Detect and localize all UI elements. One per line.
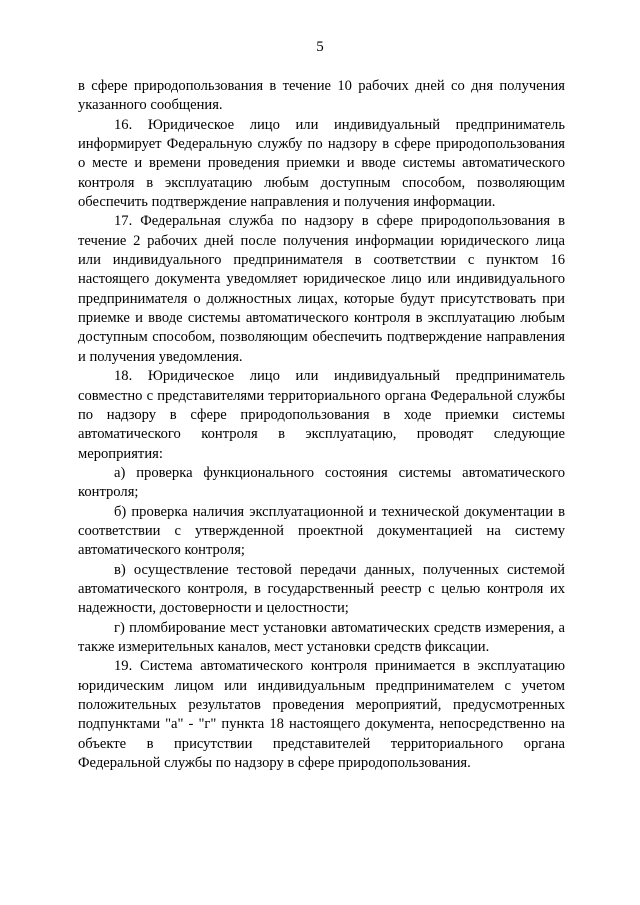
paragraph-19: 19. Система автоматического контроля принимается в эксплуатацию юридическим лицом или индивидуальным предпринимателем с учетом положительных результатов проведения мероприятий, предусмотренных подпунктами "а" - "г" пункта 18 настоящего документа, непосредственно на объекте в присутствии представителей территориального органа Федеральной службы по надзору в сфере природопользования.: [78, 658, 565, 772]
paragraph-18-item-a: а) проверка функционального состояния системы автоматического контроля;: [78, 464, 565, 501]
paragraph-17: 17. Федеральная служба по надзору в сфере природопользования в течение 2 рабочих дней после получения информации юридического лица или индивидуального предпринимателя в соответствии с пунктом 16 настоящего документа уведомляет юридическое лицо или индивидуального предпринимателя о должностных лицах, которые будут присутствовать при приемке и вводе системы автоматического контроля в эксплуатацию любым доступным способом, позволяющим обеспечить подтверждение направления и получения уведомления.: [78, 213, 565, 365]
paragraph-18-item-b: б) проверка наличия эксплуатационной и технической документации в соответствии с утвержденной проектной документацией на систему автоматического контроля;: [78, 503, 565, 559]
document-body: [78, 77, 565, 773]
page-number: 5: [316, 39, 324, 55]
paragraph-18-item-g: г) пломбирование мест установки автоматических средств измерения, а также измерительных каналов, мест установки средств фиксации.: [78, 619, 565, 655]
paragraph-continuation: в сфере природопользования в течение 10 рабочих дней со дня получения указанного сообщения.: [78, 78, 565, 114]
paragraph-18: 18. Юридическое лицо или индивидуальный предприниматель совместно с представителями территориального органа Федеральной службы по надзору в сфере природопользования в ходе приемки системы автоматического контроля в эксплуатацию, проводят следующие мероприятия:: [78, 368, 565, 462]
paragraph-18-item-v: в) осуществление тестовой передачи данных, полученных системой автоматического контроля, в государственный реестр с целью контроля их надежности, достоверности и целостности;: [78, 561, 565, 617]
paragraph-16: 16. Юридическое лицо или индивидуальный предприниматель информирует Федеральную службу по надзору в сфере природопользования о месте и времени проведения приемки и вводе системы автоматического контроля в эксплуатацию любым доступным способом, позволяющим обеспечить подтверждение направления и получения информации.: [78, 116, 565, 211]
